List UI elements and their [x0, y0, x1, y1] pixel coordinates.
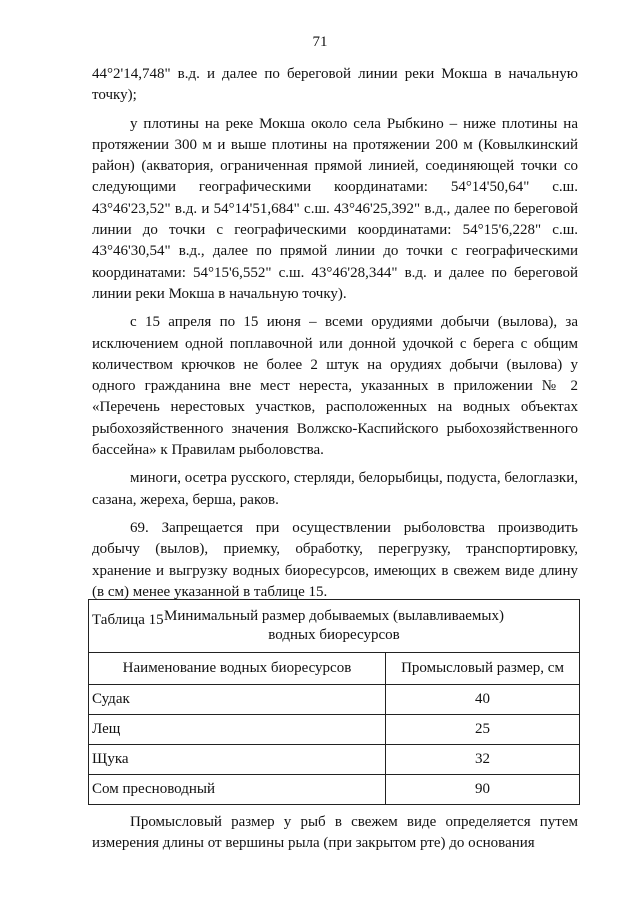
- paragraph: 44°2'14,748" в.д. и далее по береговой линии реки Мокша в начальную точку);: [92, 66, 578, 104]
- table-row: [89, 745, 580, 775]
- min-size: 25: [386, 715, 580, 745]
- body-text: [92, 64, 578, 638]
- paragraph: 69. Запрещается при осуществлении рыболовства производить добычу (вылов), приемку, обработку, перегрузку, транспортировку, хранение и выгрузку водных биоресурсов, имеющих в свежем виде длину (в см) менее указанной в таблице 15.: [92, 519, 578, 600]
- min-size: 32: [386, 745, 580, 775]
- species-name: Лещ: [89, 715, 386, 745]
- species-name: Судак: [89, 685, 386, 715]
- table-row: [89, 775, 580, 805]
- table-header-row: [89, 653, 580, 685]
- paragraph: с 15 апреля по 15 июня – всеми орудиями добычи (вылова), за исключением одной поплавочной или донной удочкой с берега с общим количеством крючков не более 2 штук на орудиях добычи (вылова) у одного гражданина вне мест нереста, указанных в приложении № 2 «Перечень нерестовых участков, расположенных на водных объектах рыбохозяйственного значения Волжско-Каспийского рыбохозяйственного бассейна» к Правилам рыболовства.: [92, 314, 578, 459]
- min-size: 90: [386, 775, 580, 805]
- table-caption-line1: Минимальный размер добываемых (вылавливаемых): [164, 608, 504, 624]
- table-row: [89, 685, 580, 715]
- paragraph: миноги, осетра русского, стерляди, белорыбицы, подуста, белоглазки, сазана, жереха, берша, раков.: [92, 470, 578, 508]
- table-caption-line2: водных биоресурсов: [268, 627, 400, 643]
- table-label: Таблица 15: [92, 612, 164, 629]
- table-row: [89, 715, 580, 745]
- species-name: Сом пресноводный: [89, 775, 386, 805]
- table-caption: [89, 600, 580, 653]
- page-number: 71: [312, 34, 328, 50]
- closing-text: [92, 812, 578, 855]
- min-size: 40: [386, 685, 580, 715]
- paragraph: Промысловый размер у рыб в свежем виде определяется путем измерения длины от вершины рыла (при закрытом рте) до основания: [92, 814, 578, 852]
- column-header-name: Наименование водных биоресурсов: [89, 653, 386, 685]
- size-table: [88, 599, 580, 805]
- column-header-size: Промысловый размер, см: [386, 653, 580, 685]
- paragraph: у плотины на реке Мокша около села Рыбкино – ниже плотины на протяжении 300 м и выше плотины на протяжении 200 м (Ковылкинский район) (акватория, ограниченная прямой линией, соединяющей точки со следующими географическими координатами: 54°14'50,64" с.ш. 43°46'23,52" в.д. и 54°14'51,684" с.ш. 43°46'25,392" в.д., далее по береговой линии до точки с географическими координатами: 54°15'6,228" с.ш. 43°46'30,54" в.д., далее по прямой линии до точки с географическими координатами: 54°15'6,552" с.ш. 43°46'28,344" в.д. и далее по береговой линии реки Мокша в начальную точку).: [92, 115, 578, 302]
- species-name: Щука: [89, 745, 386, 775]
